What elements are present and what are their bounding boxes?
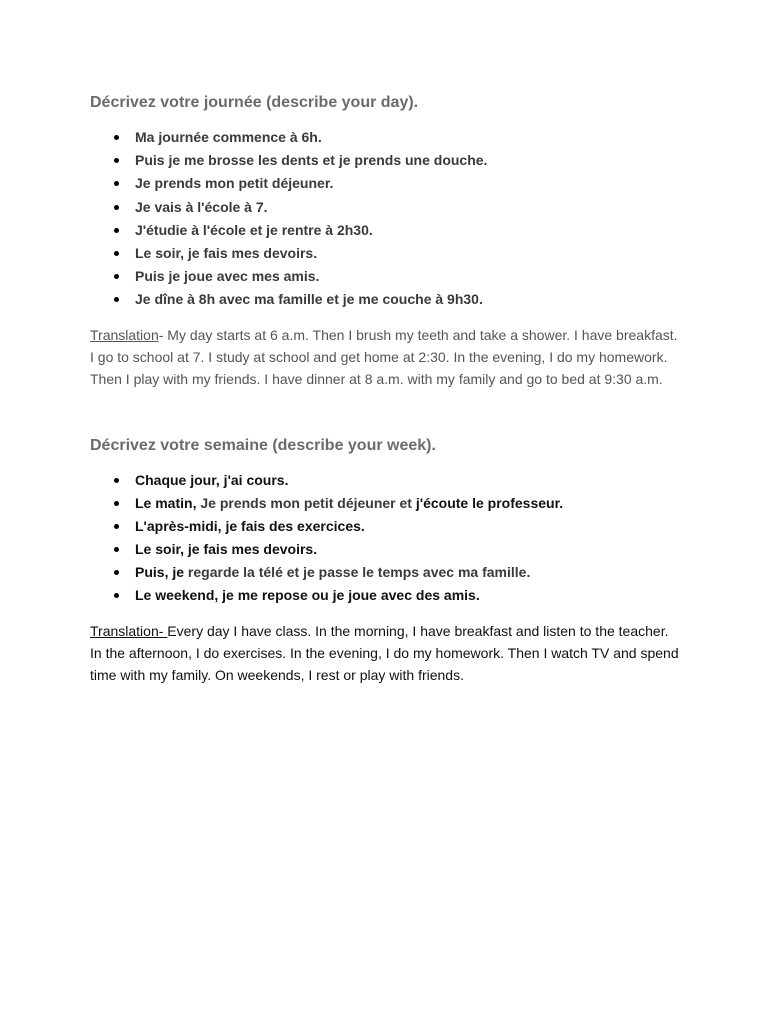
week-list bbox=[90, 469, 682, 608]
day-list bbox=[90, 126, 682, 312]
list-item: Le soir, je fais mes devoirs. bbox=[90, 538, 682, 561]
list-item bbox=[90, 561, 682, 584]
list-item: L'après-midi, je fais des exercices. bbox=[90, 515, 682, 538]
week-translation bbox=[90, 620, 682, 686]
section-spacer bbox=[90, 390, 682, 435]
translation-text: Every day I have class. In the morning, I have breakfast and listen to the teacher. In the afternoon, I do exercises. In the evening, I do my homework. Then I watch TV and spend time with my family. On weekends, I rest or play with friends. bbox=[90, 622, 679, 683]
day-translation bbox=[90, 324, 682, 390]
translation-label: Translation bbox=[90, 326, 159, 343]
list-item-part: Je prends mon petit déjeuner bbox=[200, 494, 396, 511]
heading-describe-week: Décrivez votre semaine (describe your week). bbox=[90, 436, 436, 454]
list-item-part: Le matin, bbox=[135, 494, 201, 511]
list-item: Je prends mon petit déjeuner. bbox=[90, 172, 682, 195]
list-item: Le soir, je fais mes devoirs. bbox=[90, 242, 682, 265]
list-item: Je dîne à 8h avec ma famille et je me couche à 9h30. bbox=[90, 288, 682, 311]
list-item bbox=[90, 492, 682, 515]
list-item-part: regarde la télé et je passe le temps avec ma famille. bbox=[187, 564, 531, 581]
list-item: Puis je joue avec mes amis. bbox=[90, 265, 682, 288]
section-describe-week bbox=[90, 435, 682, 686]
section-describe-day bbox=[90, 92, 682, 390]
list-item-part: Puis, je bbox=[135, 564, 188, 581]
list-item: Chaque jour, j'ai cours. bbox=[90, 469, 682, 492]
translation-text: - My day starts at 6 a.m. Then I brush my teeth and take a shower. I have breakfast. I go to school at 7. I study at school and get home at 2:30. In the evening, I do my homework. Then I play with my friends. I have dinner at 8 a.m. with my family and go to bed at 9:30 a.m. bbox=[90, 326, 678, 387]
list-item: Puis je me brosse les dents et je prends une douche. bbox=[90, 149, 682, 172]
heading-describe-day: Décrivez votre journée (describe your day). bbox=[90, 94, 419, 111]
list-item: J'étudie à l'école et je rentre à 2h30. bbox=[90, 219, 682, 242]
translation-label: Translation- bbox=[90, 622, 168, 639]
list-item: Ma journée commence à 6h. bbox=[90, 126, 682, 149]
list-item: Le weekend, je me repose ou je joue avec des amis. bbox=[90, 584, 682, 607]
document-content bbox=[90, 92, 682, 686]
list-item-part: j'écoute le professeur. bbox=[415, 494, 564, 511]
list-item: Je vais à l'école à 7. bbox=[90, 196, 682, 219]
list-item-part: et bbox=[395, 494, 416, 511]
